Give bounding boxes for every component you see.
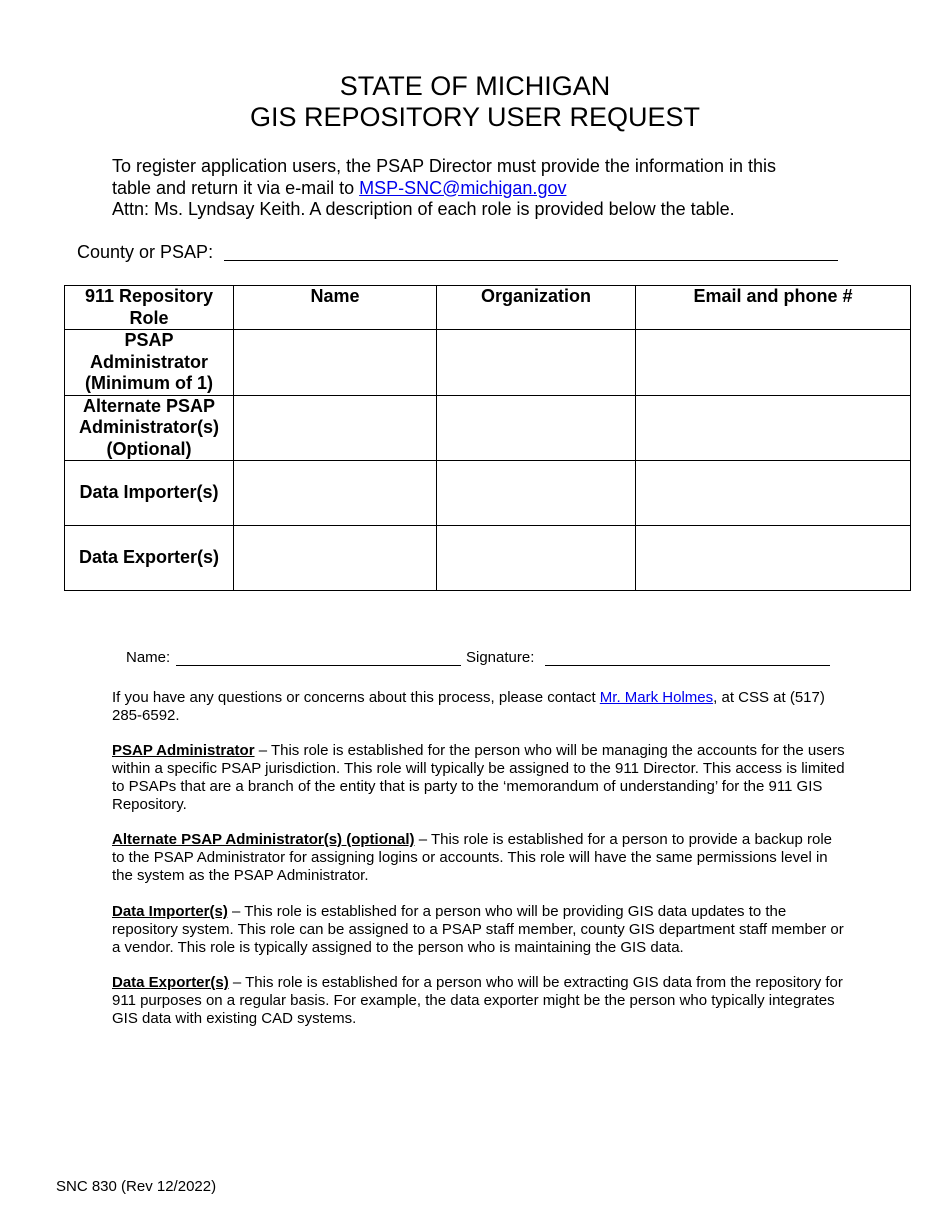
county-field-line[interactable] (224, 260, 838, 261)
table-row (65, 330, 911, 396)
signature-line[interactable] (545, 665, 830, 666)
name-cell[interactable] (234, 461, 437, 526)
description-text: – This role is established for a person who will be providing GIS data updates to the repository system. This role can be assigned to a PSAP staff member, county GIS department staff member or a vendor. This role is typically assigned to the person who is maintaining the GIS data. (112, 903, 844, 956)
description-text: – This role is established for a person to provide a backup role to the PSAP Administrator for assigning logins or accounts. This role will have the same permissions level in the system as the PSAP Administrator. (112, 831, 832, 884)
email-link[interactable]: MSP-SNC@michigan.gov (359, 177, 567, 198)
name-cell[interactable] (234, 526, 437, 591)
header-name: Name (234, 286, 437, 330)
header-organization: Organization (437, 286, 636, 330)
title-line-2: GIS REPOSITORY USER REQUEST (249, 102, 701, 132)
role-cell: Data Importer(s) (65, 461, 234, 526)
contact-suffix: , at CSS at (517) 285-6592. (112, 689, 825, 724)
role-cell: Data Exporter(s) (65, 526, 234, 591)
intro-line-2 (112, 178, 852, 200)
role-cell: PSAP Administrator (Minimum of 1) (65, 330, 234, 396)
table-row (65, 461, 911, 526)
header-role: 911 Repository Role (65, 286, 234, 330)
description-psap-administrator (112, 742, 847, 814)
table-row (65, 526, 911, 591)
description-text: – This role is established for a person who will be extracting GIS data from the repository for 911 purposes on a regular basis. For example, the data exporter might be the person who typically integrates GIS data with existing CAD systems. (112, 974, 843, 1027)
role-cell: Alternate PSAP Administrator(s) (Optional) (65, 395, 234, 461)
email-phone-cell[interactable] (636, 526, 911, 591)
description-term: Alternate PSAP Administrator(s) (optional) (112, 831, 415, 848)
signer-name-line[interactable] (176, 665, 461, 666)
intro-line-1: To register application users, the PSAP Director must provide the information in this (112, 156, 776, 176)
organization-cell[interactable] (437, 461, 636, 526)
signer-name-label: Name: (126, 649, 171, 666)
name-cell[interactable] (234, 330, 437, 396)
contact-paragraph (112, 689, 847, 725)
email-phone-cell[interactable] (636, 461, 911, 526)
title-line-1: STATE OF MICHIGAN (339, 71, 611, 101)
user-roles-table (64, 285, 911, 591)
intro-text (112, 156, 852, 221)
email-phone-cell[interactable] (636, 330, 911, 396)
header-email-phone: Email and phone # (636, 286, 911, 330)
description-data-importer (112, 903, 847, 957)
intro-line-3: Attn: Ms. Lyndsay Keith. A description of each role is provided below the table. (112, 199, 735, 219)
intro-line-2-prefix: table and return it via e-mail to (112, 177, 360, 198)
description-text: – This role is established for the person who will be managing the accounts for the users within a specific PSAP jurisdiction. This role will typically be assigned to the 911 Director. This access is limited to PSAPs that are a branch of the entity that is party to the ‘memorandum of understanding’ for the 911 GIS Repository. (112, 742, 845, 813)
contact-link[interactable]: Mr. Mark Holmes (599, 689, 714, 706)
description-alternate-administrator (112, 831, 847, 885)
description-term: Data Exporter(s) (112, 974, 229, 991)
table-header-row (65, 286, 911, 330)
signature-label: Signature: (466, 649, 535, 666)
organization-cell[interactable] (437, 395, 636, 461)
county-label: County or PSAP: (77, 242, 214, 262)
contact-prefix: If you have any questions or concerns about this process, please contact (112, 689, 600, 706)
organization-cell[interactable] (437, 330, 636, 396)
description-term: PSAP Administrator (112, 742, 255, 759)
organization-cell[interactable] (437, 526, 636, 591)
description-term: Data Importer(s) (112, 903, 228, 920)
name-cell[interactable] (234, 395, 437, 461)
form-number: SNC 830 (Rev 12/2022) (56, 1178, 217, 1195)
table-row (65, 395, 911, 461)
description-data-exporter (112, 974, 847, 1028)
email-phone-cell[interactable] (636, 395, 911, 461)
